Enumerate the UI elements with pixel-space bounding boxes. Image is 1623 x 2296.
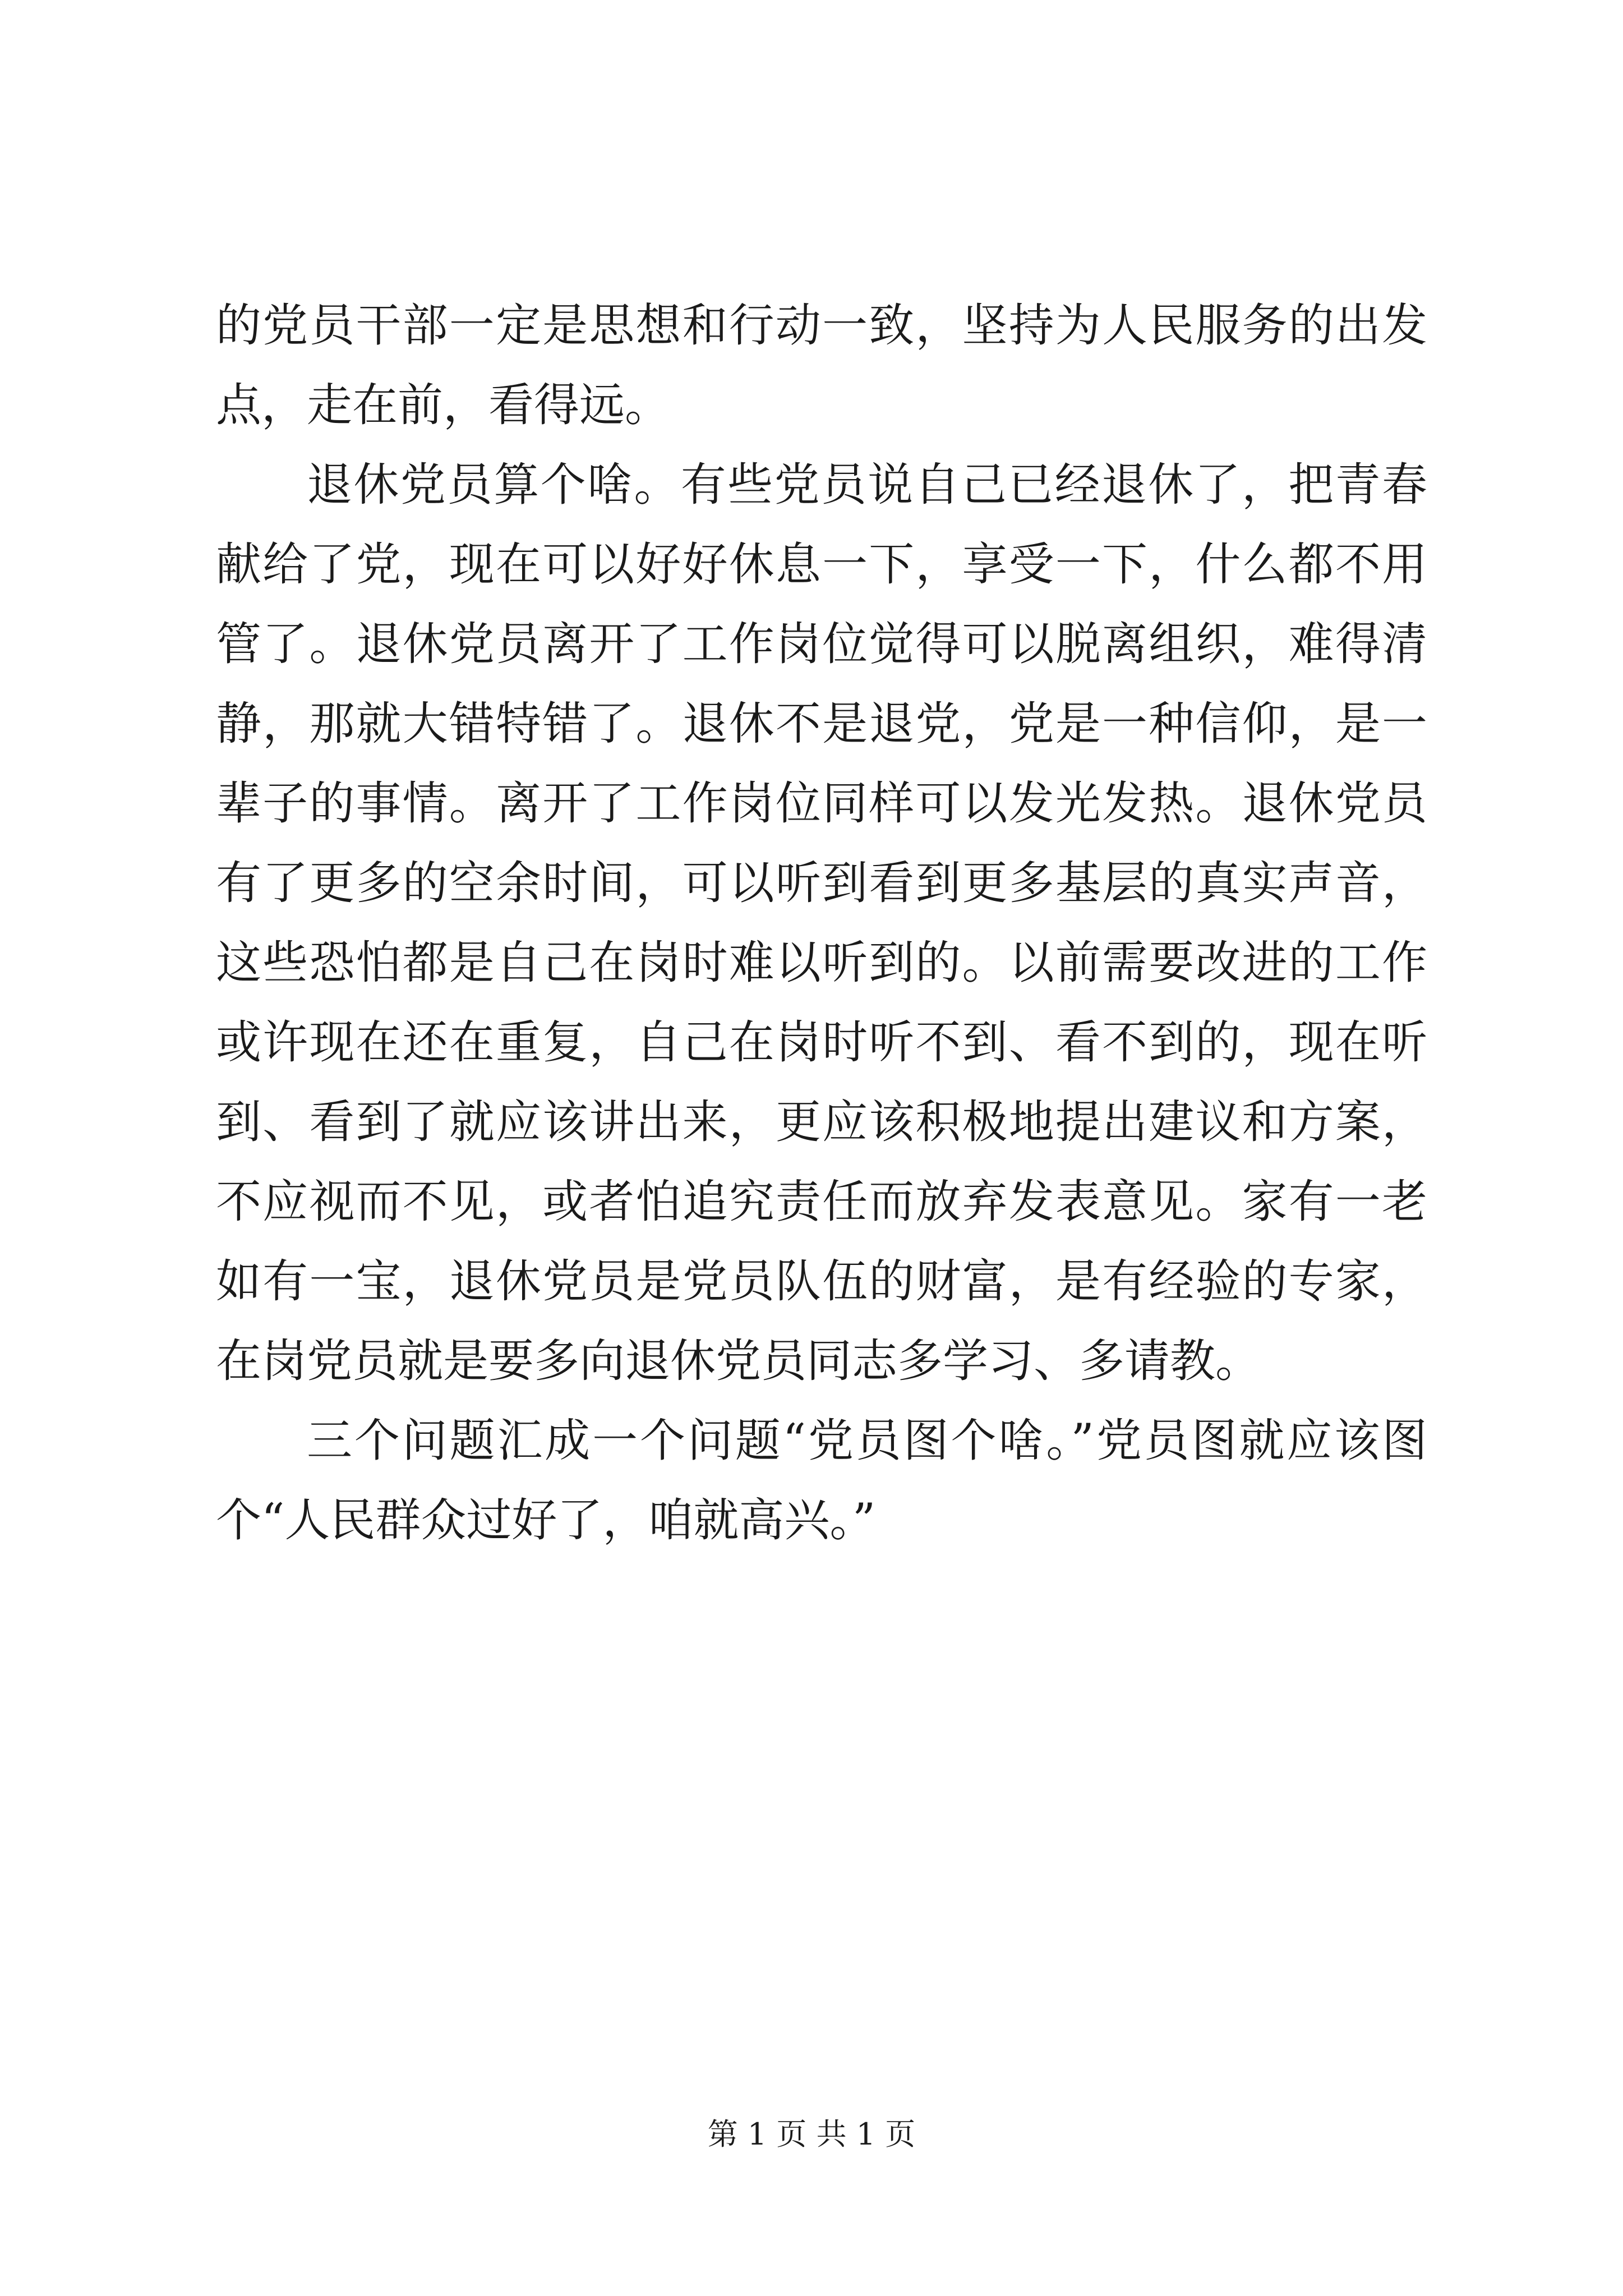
paragraph-conclusion: 三个问题汇成一个问题“党员图个啥。”党员图就应该图个“人民群众过好了，咱就高兴。” [216,1415,1427,1547]
page-footer: 第 1 页 共 1 页 [707,2116,916,2152]
paragraph-retired-members: 退休党员算个啥。有些党员说自己已经退休了，把青春献给了党，现在可以好好休息一下，享受一下，什么都不用管了。退休党员离开了工作岗位觉得可以脱离组织，难得清静，那就大错特错了。退休不是退党，党是一种信仰，是一辈子的事情。离开了工作岗位同样可以发光发热。退休党员有了更多的空余时间，可以听到看到更多基层的真实声音，这些恐怕都是自己在岗时难以听到的。以前需要改进的工作或许现在还在重复，自己在岗时听不到、看不到的，现在听到、看到了就应该讲出来，更应该积极地提出建议和方案，不应视而不见，或者怕追究责任而放弃发表意见。家有一老如有一宝，退休党员是党员队伍的财富，是有经验的专家，在岗党员就是要多向退休党员同志多学习、多请教。 [216,459,1427,1388]
body-text [216,286,1427,1561]
paragraph-continued: 的党员干部一定是思想和行动一致，坚持为人民服务的出发点，走在前，看得远。 [216,300,1427,432]
